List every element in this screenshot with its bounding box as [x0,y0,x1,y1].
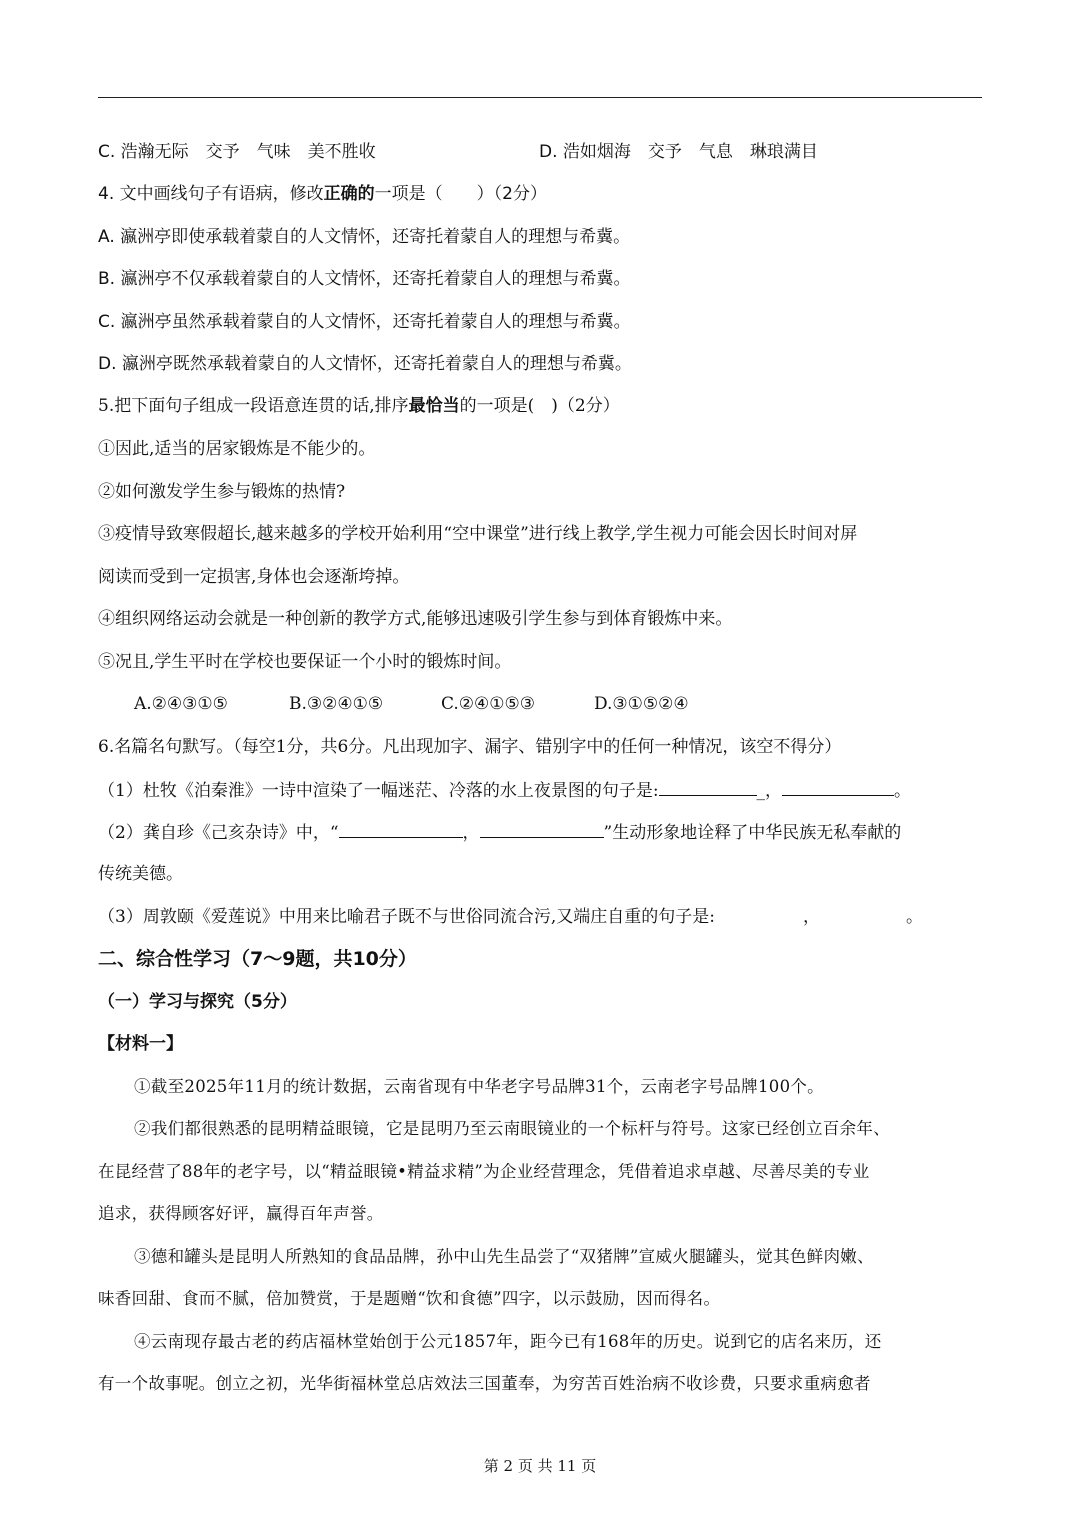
q4-option-c: C. 瀛洲亭虽然承载着蒙自的人文情怀，还寄托着蒙自人的理想与希冀。 [98,312,631,332]
page-footer: 第 2 页 共 11 页 [483,1457,597,1475]
material-para-4b: 有一个故事呢。创立之初，光华街福林堂总店效法三国董奉，为穷苦百姓治病不收诊费，只要求重病愈者 [98,1374,871,1393]
q4-stem-bold: 正确的 [323,184,375,204]
q4-stem [98,182,547,206]
q6-part-1-mid: _， [756,781,783,801]
q4-option-a: A. 瀛洲亭即使承载着蒙自的人文情怀，还寄托着蒙自人的理想与希冀。 [98,227,631,247]
q5-stem [98,394,620,418]
material-para-2a: ②我们都很熟悉的昆明精益眼镜，它是昆明乃至云南眼镜业的一个标杆与符号。这家已经创立百余年、 [134,1119,890,1138]
q5-sentence-2: ②如何激发学生参与锻炼的热情? [98,482,346,502]
answer-blank[interactable] [659,778,757,796]
material-para-1: ①截至2025年11月的统计数据，云南省现有中华老字号品牌31个，云南老字号品牌100个。 [134,1077,824,1096]
q6-part-2-mid: ， [462,823,480,843]
q5-option-d: D.③①⑤②④ [594,694,689,714]
answer-blank[interactable] [339,820,463,838]
q6-part-3-text: （3）周敦颐《爱莲说》中用来比喻君子既不与世俗同流合污,又端庄自重的句子是: [98,907,715,927]
q6-part-1 [98,778,911,803]
q5-sentence-3b: 阅读而受到一定损害,身体也会逐渐垮掉。 [98,567,410,587]
q5-option-b: B.③②④①⑤ [289,694,384,714]
q5-option-c: C.②④①⑤③ [441,694,536,714]
section-2-subtitle: （一）学习与探究（5分） [98,992,297,1012]
answer-blank[interactable] [480,820,604,838]
q5-stem-post: 的一项是( )（2分） [459,396,620,416]
q5-sentence-1: ①因此,适当的居家锻炼是不能少的。 [98,439,376,459]
q5-sentence-3a: ③疫情导致寒假超长,越来越多的学校开始利用“空中课堂”进行线上教学,学生视力可能会因长时间对屏 [98,524,858,544]
q6-stem: 6.名篇名句默写。（每空1分，共6分。凡出现加字、漏字、错别字中的任何一种情况，该空不得分） [98,737,842,757]
q3-option-d: D. 浩如烟海 交予 气息 琳琅满目 [539,142,818,162]
q4-option-b: B. 瀛洲亭不仅承载着蒙自的人文情怀，还寄托着蒙自人的理想与希冀。 [98,269,631,289]
q5-stem-bold: 最恰当 [408,396,460,416]
material-para-2c: 追求，获得顾客好评，赢得百年声誉。 [98,1204,384,1223]
q6-part-2-pre: （2）龚自珍《己亥杂诗》中，“ [98,823,339,843]
material-para-3a: ③德和罐头是昆明人所熟知的食品品牌，孙中山先生品尝了“双猪牌”宣威火腿罐头，觉其色鲜肉嫩、 [134,1247,874,1266]
q5-stem-pre: 5.把下面句子组成一段语意连贯的话,排序 [98,396,409,416]
q6-part-3-mid: ， [802,907,820,927]
q5-sentence-4: ④组织网络运动会就是一种创新的教学方式,能够迅速吸引学生参与到体育锻炼中来。 [98,609,733,629]
q6-part-2 [98,820,901,845]
q6-part-3-end: 。 [905,907,923,927]
material-para-3b: 味香回甜、食而不腻，倍加赞赏，于是题赠“饮和食德”四字，以示鼓励，因而得名。 [98,1289,721,1308]
q5-option-a: A.②④③①⑤ [134,694,228,714]
q6-part-1-text: （1）杜牧《泊秦淮》一诗中渲染了一幅迷茫、冷落的水上夜景图的句子是: [98,781,659,801]
q6-part-1-end: 。 [894,781,912,801]
answer-blank[interactable] [782,778,894,796]
q4-stem-post: 一项是（ ）（2分） [374,184,547,204]
q4-option-d: D. 瀛洲亭既然承载着蒙自的人文情怀，还寄托着蒙自人的理想与希冀。 [98,354,632,374]
q5-sentence-5: ⑤况且,学生平时在学校也要保证一个小时的锻炼时间。 [98,652,512,672]
q6-part-3 [98,905,923,929]
material-para-4a: ④云南现存最古老的药店福林堂始创于公元1857年，距今已有168年的历史。说到它的店名来历，还 [134,1332,882,1351]
section-2-title: 二、综合性学习（7～9题，共10分） [98,948,417,970]
q6-part-2-line2: 传统美德。 [98,864,183,884]
q4-stem-pre: 4. 文中画线句子有语病，修改 [98,184,324,204]
q6-part-2-post: ”生动形象地诠释了中华民族无私奉献的 [603,823,902,843]
q3-option-c: C. 浩瀚无际 交予 气味 美不胜收 [98,142,376,162]
header-rule [98,97,982,98]
material-1-label: 【材料一】 [98,1034,183,1054]
material-para-2b: 在昆经营了88年的老字号，以“精益眼镜•精益求精”为企业经营理念，凭借着追求卓越、尽善尽美的专业 [98,1162,870,1181]
